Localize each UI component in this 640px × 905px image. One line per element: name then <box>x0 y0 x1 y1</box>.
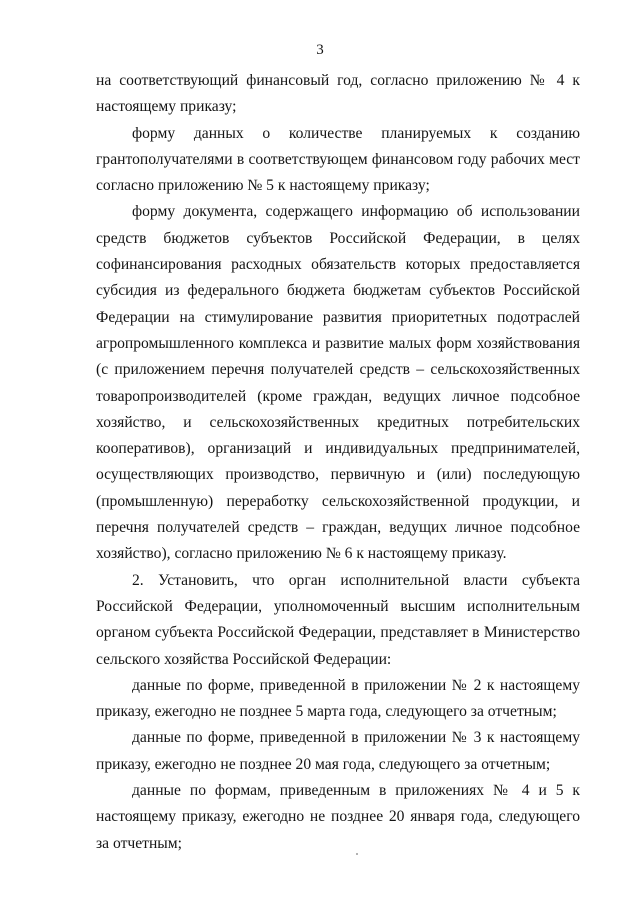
paragraph-deadline-annex-3: данные по форме, приведенной в приложении № 3 к настоящему приказу, ежегодно не позднее 20 мая года, следующего за отчетным; <box>96 729 580 773</box>
paragraph-form-budget-usage: форму документа, содержащего информацию об использовании средств бюджетов субъектов Российской Федерации, в целях софинансирования расходных обязательств которых предоставляется субсидия из федерального бюджета бюджетам субъектов Российской Федерации на стимулирование развития приоритетных подотраслей агропромышленного комплекса и развитие малых форм хозяйствования (с приложением перечня получателей средств – сельскохозяйственных товаропроизводителей (кроме граждан, ведущих личное подсобное хозяйство, и сельскохозяйственных кредитных потребительских кооперативов), организаций и индивидуальных предпринимателей, осуществляющих производство, первичную и (или) последующую (промышленную) переработку сельскохозяйственной продукции, и перечня получателей средств – граждан, ведущих личное подсобное хозяйство), согласно приложению № 6 к настоящему приказу. <box>96 203 580 563</box>
page-number: 3 <box>316 42 324 58</box>
scan-speck <box>356 853 358 855</box>
paragraph-deadline-annex-4-5: данные по формам, приведенным в приложениях № 4 и 5 к настоящему приказу, ежегодно не позднее 20 января года, следующего за отчетным; <box>96 782 580 852</box>
paragraph-form-jobs: форму данных о количестве планируемых к созданию грантополучателями в соответствующем финансовом году рабочих мест согласно приложению № 5 к настоящему приказу; <box>96 124 580 195</box>
paragraph-clause-2: 2. Установить, что орган исполнительной власти субъекта Российской Федерации, уполномоченный высшим исполнительным органом субъекта Российской Федерации, представляет в Министерство сельского хозяйства Российской Федерации: <box>96 571 580 668</box>
paragraph-continuation: на соответствующий финансовый год, согласно приложению № 4 к настоящему приказу; <box>96 72 580 116</box>
document-body <box>96 68 580 857</box>
paragraph-deadline-annex-2: данные по форме, приведенной в приложении № 2 к настоящему приказу, ежегодно не позднее 5 марта года, следующего за отчетным; <box>96 676 580 721</box>
